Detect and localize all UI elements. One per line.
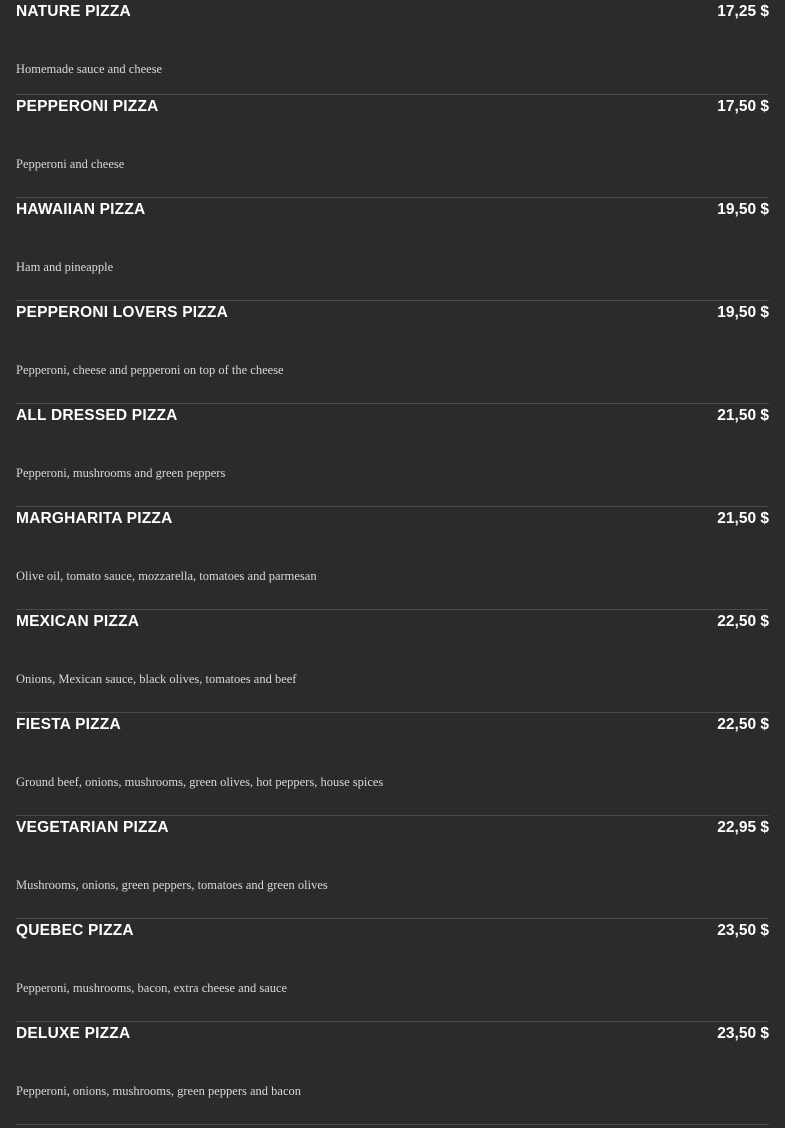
menu-item-header: [16, 95, 769, 119]
menu-item-price: 19,50 $: [717, 201, 769, 218]
menu-item[interactable]: [16, 404, 769, 507]
menu-item-name: NATURE PIZZA: [16, 3, 131, 20]
menu-item-description: Onions, Mexican sauce, black olives, tomatoes and beef: [16, 672, 297, 686]
menu-item-description: Pepperoni, mushrooms, bacon, extra cheese and sauce: [16, 981, 288, 995]
menu-item[interactable]: [16, 507, 769, 610]
menu-item-price: 22,50 $: [717, 716, 769, 733]
menu-item[interactable]: [16, 198, 769, 301]
menu-item-name: FIESTA PIZZA: [16, 716, 121, 733]
menu-item-header: [16, 0, 769, 24]
menu-item-price: 21,50 $: [717, 510, 769, 527]
menu-item-price: 22,50 $: [717, 613, 769, 630]
menu-item-header: [16, 198, 769, 222]
menu-item-description: Mushrooms, onions, green peppers, tomatoes and green olives: [16, 878, 328, 892]
menu-item-header: [16, 301, 769, 325]
menu-item-name: MARGHARITA PIZZA: [16, 510, 173, 527]
menu-item[interactable]: [16, 95, 769, 198]
menu-item-name: VEGETARIAN PIZZA: [16, 819, 169, 836]
menu-item[interactable]: [16, 301, 769, 404]
menu-item-name: DELUXE PIZZA: [16, 1025, 131, 1042]
menu-item-header: [16, 610, 769, 634]
menu-item-price: 23,50 $: [717, 922, 769, 939]
menu-item-name: HAWAIIAN PIZZA: [16, 201, 146, 218]
menu-item-header: [16, 404, 769, 428]
menu-item-header: [16, 1022, 769, 1046]
menu-item-name: PEPPERONI LOVERS PIZZA: [16, 304, 228, 321]
menu-item-description: Pepperoni and cheese: [16, 157, 125, 171]
menu-item-header: [16, 507, 769, 531]
menu-item-price: 17,50 $: [717, 98, 769, 115]
menu-item-name: ALL DRESSED PIZZA: [16, 407, 178, 424]
menu-item[interactable]: [16, 919, 769, 1022]
menu-item[interactable]: [16, 1022, 769, 1125]
menu-item-description: Pepperoni, cheese and pepperoni on top of the cheese: [16, 363, 284, 377]
menu-item-name: PEPPERONI PIZZA: [16, 98, 159, 115]
menu-item[interactable]: [16, 713, 769, 816]
menu-item-header: [16, 713, 769, 737]
menu-item-description: Pepperoni, mushrooms and green peppers: [16, 466, 226, 480]
menu-item-price: 23,50 $: [717, 1025, 769, 1042]
menu-item[interactable]: [16, 610, 769, 713]
menu-item-price: 21,50 $: [717, 407, 769, 424]
menu-item-price: 19,50 $: [717, 304, 769, 321]
menu-item-description: Pepperoni, onions, mushrooms, green peppers and bacon: [16, 1084, 302, 1098]
menu-item-name: QUEBEC PIZZA: [16, 922, 134, 939]
menu-item-header: [16, 816, 769, 840]
menu-item-description: Olive oil, tomato sauce, mozzarella, tomatoes and parmesan: [16, 569, 317, 583]
menu-item-price: 17,25 $: [717, 3, 769, 20]
menu-item-price: 22,95 $: [717, 819, 769, 836]
menu-item-name: MEXICAN PIZZA: [16, 613, 140, 630]
menu-item-description: Ground beef, onions, mushrooms, green olives, hot peppers, house spices: [16, 775, 384, 789]
menu-item-header: [16, 919, 769, 943]
menu-item-description: Ham and pineapple: [16, 260, 114, 274]
menu-item-description: Homemade sauce and cheese: [16, 62, 163, 76]
menu-item[interactable]: [16, 816, 769, 919]
menu-item[interactable]: [16, 0, 769, 95]
